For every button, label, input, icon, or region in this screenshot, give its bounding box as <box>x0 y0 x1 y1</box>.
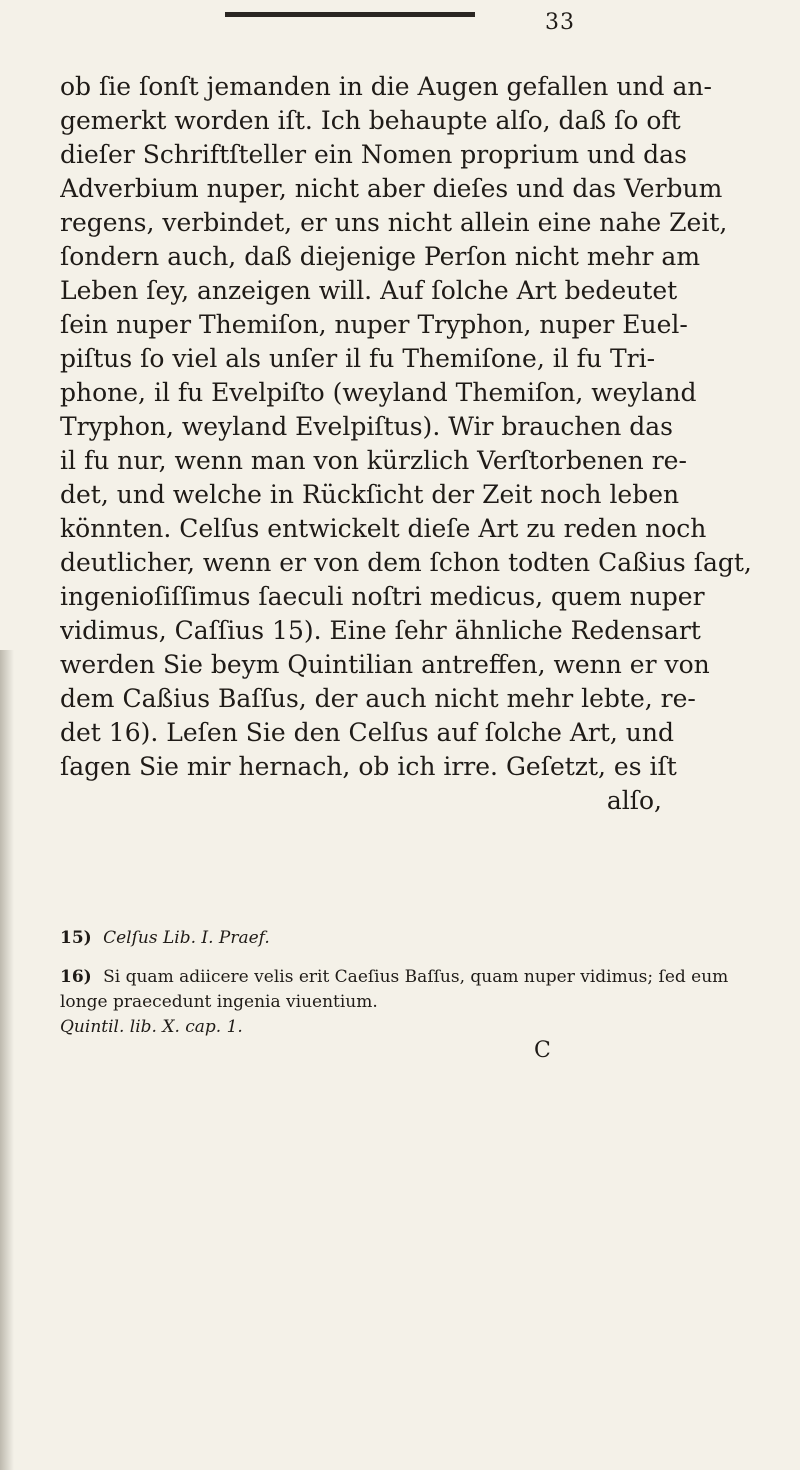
text-line: piſtus ſo viel als unſer il fu Themiſone, il fu Tri- <box>60 344 656 373</box>
header-rule <box>225 12 475 17</box>
text-line: phone, il fu Evelpiſto (weyland Themiſon, weyland <box>60 378 697 407</box>
text-line: regens, verbindet, er uns nicht allein eine nahe Zeit, <box>60 208 728 237</box>
page-edge-shadow <box>0 650 14 1470</box>
footnote-mark: 16) <box>60 967 92 987</box>
text-line: Tryphon, weyland Evelpiſtus). Wir brauchen das <box>60 412 674 441</box>
text-line: Adverbium nuper, nicht aber dieſes und das Verbum <box>60 174 723 203</box>
text-line: Leben ſey, anzeigen will. Auf ſolche Art bedeutet <box>60 276 678 305</box>
text-line: ſondern auch, daß diejenige Perſon nicht mehr am <box>60 242 701 271</box>
page-number: 33 <box>545 10 575 35</box>
footnote-citation: Celſus Lib. I. Praef. <box>103 928 270 948</box>
text-line: det, und welche in Rückſicht der Zeit noch leben <box>60 480 680 509</box>
text-line: ſein nuper Themiſon, nuper Tryphon, nuper Euel- <box>60 310 688 339</box>
text-line: dieſer Schriftſteller ein Nomen proprium und das <box>60 140 687 169</box>
text-line: ingenioſiſſimus ſaeculi noſtri medicus, quem nuper <box>60 582 705 611</box>
text-line: werden Sie beym Quintilian antreffen, wenn er von <box>60 650 710 679</box>
footnote-source: Quintil. lib. X. cap. 1. <box>60 1017 243 1037</box>
text-line: gemerkt worden iſt. Ich behaupte alſo, daß ſo oft <box>60 106 681 135</box>
footnotes <box>60 926 772 1054</box>
text-line: deutlicher, wenn er von dem ſchon todten Caßius ſagt, <box>60 548 752 577</box>
text-line: dem Caßius Baſſus, der auch nicht mehr lebte, re- <box>60 684 696 713</box>
signature-mark: C <box>534 1038 551 1063</box>
text-line: ſagen Sie mir hernach, ob ich irre. Geſetzt, es iſt <box>60 752 677 781</box>
footnote-15 <box>60 926 772 951</box>
text-line: vidimus, Caſſius 15). Eine ſehr ähnliche Redensart <box>60 616 701 645</box>
text-line: ob ſie ſonſt jemanden in die Augen gefallen und an- <box>60 72 712 101</box>
catchword-line: alſo, <box>606 786 662 815</box>
main-text <box>60 70 772 818</box>
text-line: könnten. Celſus entwickelt dieſe Art zu reden noch <box>60 514 707 543</box>
footnote-mark: 15) <box>60 928 92 948</box>
footnote-16 <box>60 965 772 1040</box>
footnote-text: Si quam adiicere velis erit Caeſius Baſſus, quam nuper vidimus; ſed eum longe praecedunt ingenia viuentium. <box>60 967 729 1012</box>
text-line: il fu nur, wenn man von kürzlich Verſtorbenen re- <box>60 446 687 475</box>
text-line: det 16). Leſen Sie den Celſus auf ſolche Art, und <box>60 718 675 747</box>
